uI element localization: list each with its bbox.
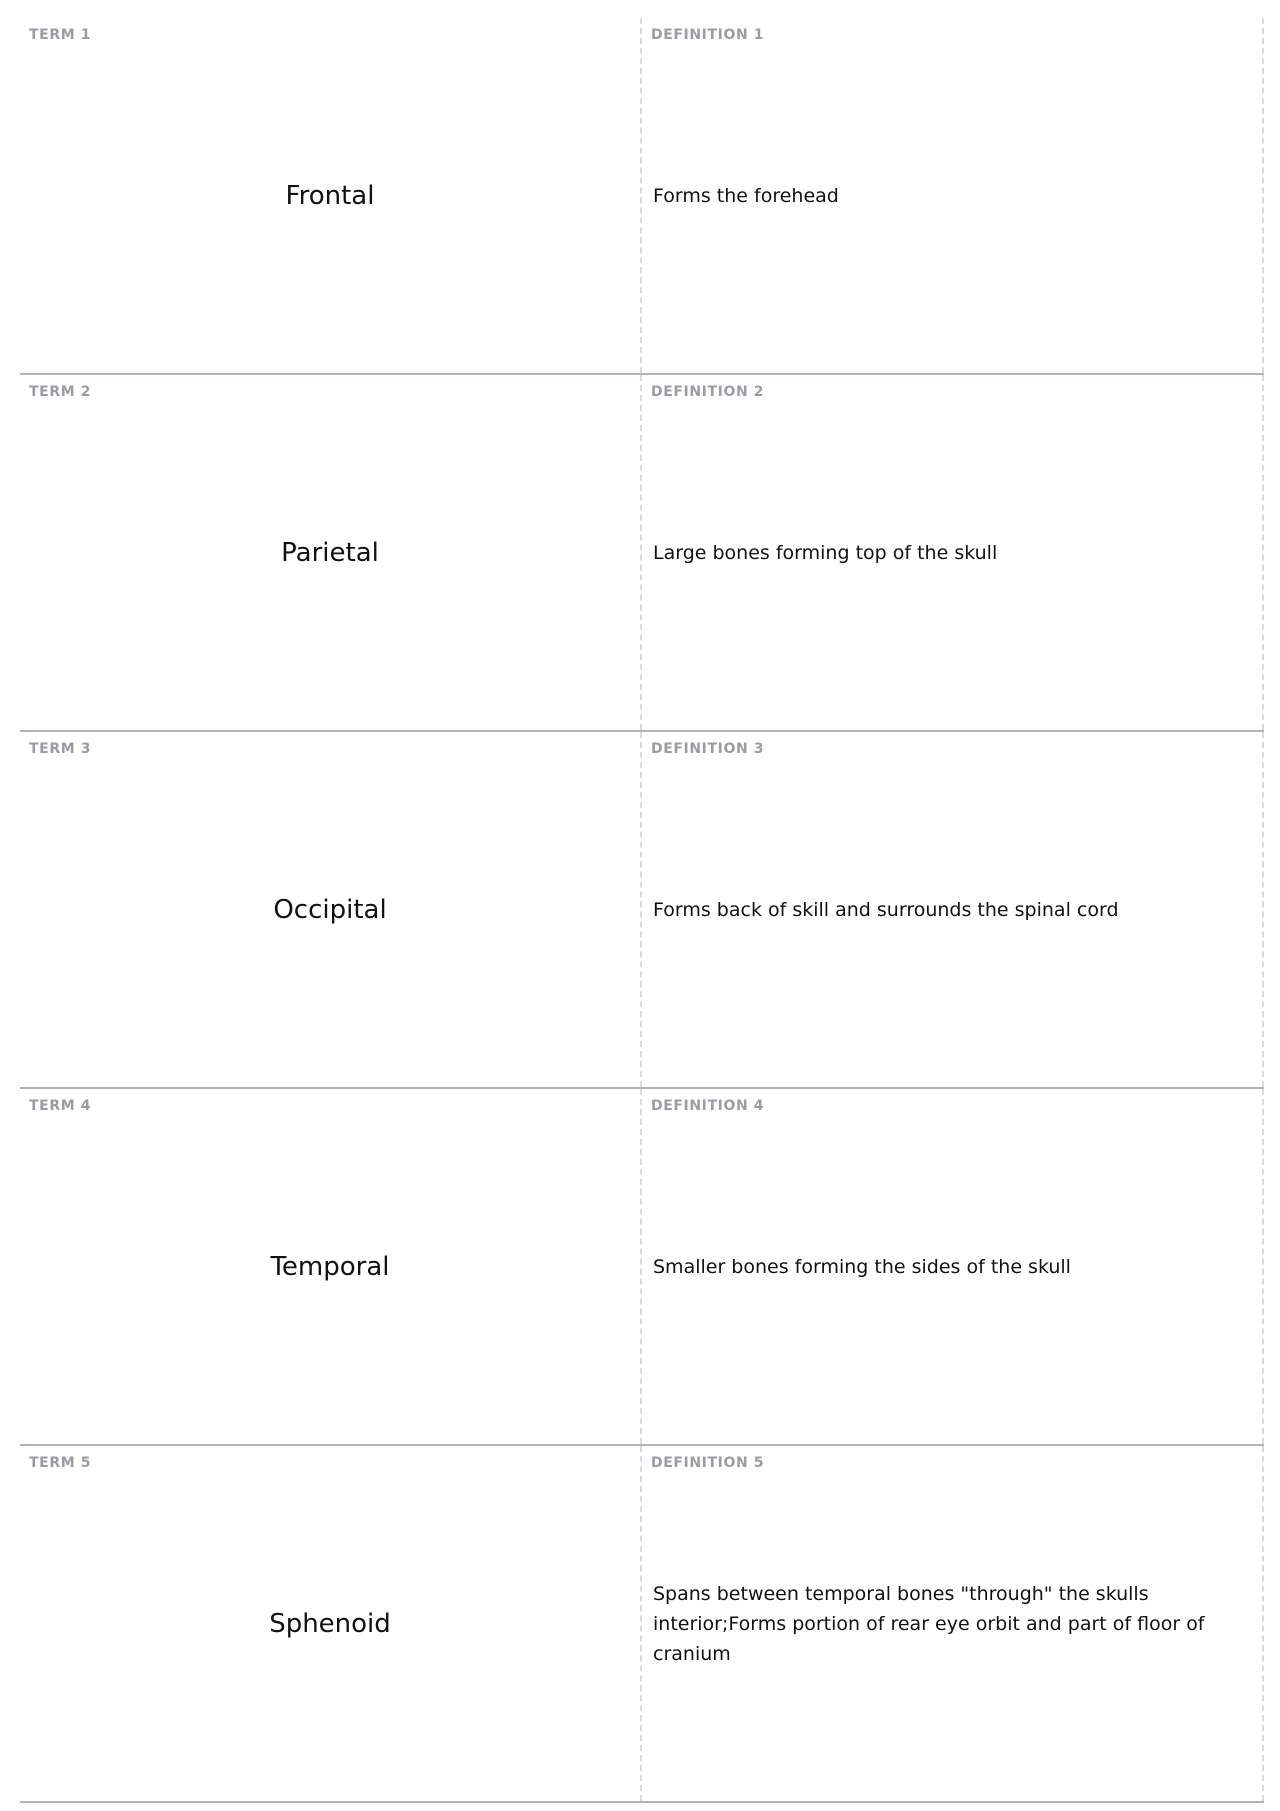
term-text: Occipital: [273, 894, 387, 925]
term-cell-4: [20, 1089, 642, 1444]
term-label: TERM 5: [29, 1455, 92, 1471]
definition-label: DEFINITION 1: [651, 27, 765, 43]
definition-cell-5: [642, 1446, 1264, 1801]
definition-cell-3: [642, 732, 1264, 1087]
definition-text-container: [653, 1089, 1242, 1444]
definition-cell-2: [642, 375, 1264, 730]
definition-label: DEFINITION 5: [651, 1455, 765, 1471]
term-text: Parietal: [281, 537, 379, 568]
term-text: Frontal: [285, 180, 375, 211]
term-label: TERM 3: [29, 741, 92, 757]
term-text: Sphenoid: [269, 1608, 391, 1639]
term-cell-3: [20, 732, 642, 1087]
term-text: Temporal: [270, 1251, 390, 1282]
definition-cell-4: [642, 1089, 1264, 1444]
definition-text: Forms back of skill and surrounds the spinal cord: [653, 898, 1119, 921]
definition-text-container: [653, 18, 1242, 373]
definition-text-container: [653, 1446, 1242, 1801]
term-label: TERM 4: [29, 1098, 92, 1114]
flashcard-row-4: [20, 1089, 1264, 1446]
flashcard-row-3: [20, 732, 1264, 1089]
definition-text-container: [653, 732, 1242, 1087]
flashcard-row-1: [20, 18, 1264, 375]
flashcard-row-2: [20, 375, 1264, 732]
definition-cell-1: [642, 18, 1264, 373]
term-cell-5: [20, 1446, 642, 1801]
definition-text: Spans between temporal bones "through" the skulls interior;Forms portion of rear eye orbit and part of floor of cranium: [653, 1582, 1205, 1665]
definition-text: Smaller bones forming the sides of the skull: [653, 1255, 1071, 1278]
term-cell-2: [20, 375, 642, 730]
flashcard-sheet: [20, 18, 1264, 1803]
definition-text: Forms the forehead: [653, 184, 839, 207]
definition-text-container: [653, 375, 1242, 730]
definition-label: DEFINITION 2: [651, 384, 765, 400]
definition-label: DEFINITION 4: [651, 1098, 765, 1114]
term-label: TERM 1: [29, 27, 92, 43]
definition-label: DEFINITION 3: [651, 741, 765, 757]
flashcard-row-5: [20, 1446, 1264, 1803]
term-label: TERM 2: [29, 384, 92, 400]
definition-text: Large bones forming top of the skull: [653, 541, 998, 564]
term-cell-1: [20, 18, 642, 373]
